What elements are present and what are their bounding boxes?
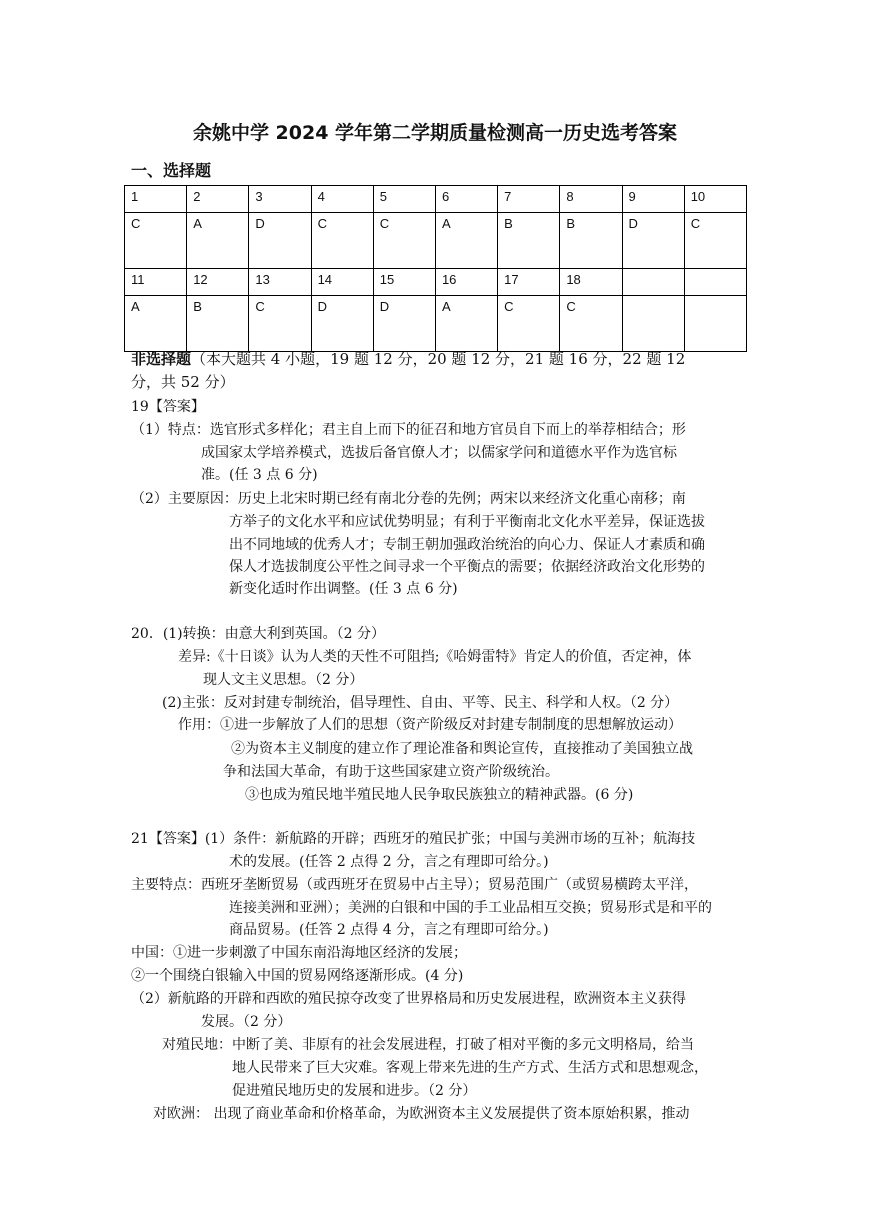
answer-line: 出不同地域的优秀人才；专制王朝加强政治统治的向心力、保证人才素质和确: [229, 537, 705, 553]
table-cell: 9: [622, 186, 684, 213]
table-cell: 16: [435, 269, 497, 296]
table-row: [125, 213, 747, 269]
table-cell: D: [311, 296, 373, 352]
table-row: [125, 186, 747, 213]
table-cell: C: [560, 296, 622, 352]
table-cell: 17: [498, 269, 560, 296]
table-cell: A: [187, 213, 249, 269]
table-cell: 7: [498, 186, 560, 213]
table-cell: 14: [311, 269, 373, 296]
answer-line: 新变化适时作出调整。(任 3 点 6 分): [229, 581, 458, 597]
answer-line: 对殖民地：中断了美、非原有的社会发展进程，打破了相对平衡的多元文明格局，给当: [162, 1037, 694, 1053]
table-cell: 6: [435, 186, 497, 213]
answer-line: 主要特点：西班牙垄断贸易（或西班牙在贸易中占主导）；贸易范围广（或贸易横跨太平洋，: [131, 877, 698, 893]
table-cell: A: [435, 296, 497, 352]
answer-line: 作用：①进一步解放了人们的思想（资产阶级反对封建专制制度的思想解放运动）: [178, 717, 682, 733]
answer-line: 20．(1)转换：由意大利到英国。（2 分）: [131, 626, 386, 642]
table-cell: B: [498, 213, 560, 269]
answer-line: ②一个围绕白银输入中国的贸易网络逐渐形成。(4 分): [131, 968, 464, 984]
answer-table: [124, 185, 747, 352]
table-cell: [622, 296, 684, 352]
answer-line: 差异:《十日谈》认为人类的天性不可阻挡;《哈姆雷特》肯定人的价值，否定神，体: [178, 649, 692, 665]
table-cell: B: [187, 296, 249, 352]
table-cell: B: [560, 213, 622, 269]
table-cell: 8: [560, 186, 622, 213]
table-cell: C: [498, 296, 560, 352]
table-cell: 15: [373, 269, 435, 296]
table-cell: C: [311, 213, 373, 269]
answer-line: 保人才选拔制度公平性之间寻求一个平衡点的需要；依据经济政治文化形势的: [229, 559, 705, 575]
table-cell: 5: [373, 186, 435, 213]
answer-line: 术的发展。(任答 2 点得 2 分，言之有理即可给分。): [229, 854, 549, 870]
answer-line: 成国家太学培养模式，选拔后备官僚人才；以儒家学问和道德水平作为选官标: [201, 445, 677, 461]
table-cell: C: [249, 296, 311, 352]
answer-line: 准。(任 3 点 6 分): [201, 467, 318, 483]
table-cell: C: [373, 213, 435, 269]
section-heading-line2: 分，共 52 分）: [131, 373, 235, 391]
answer-line: 现人文主义思想。（2 分）: [203, 672, 364, 688]
answer-line: （2）新航路的开辟和西欧的殖民掠夺改变了世界格局和历史发展进程，欧洲资本主义获得: [131, 991, 686, 1007]
table-cell: [684, 269, 746, 296]
table-row: [125, 269, 747, 296]
answer-line: （1）特点：选官形式多样化；君主自上而下的征召和地方官员自下而上的举荐相结合；形: [131, 422, 686, 438]
table-cell: A: [125, 296, 187, 352]
section-heading-bold: 非选择题: [131, 350, 192, 368]
table-cell: 12: [187, 269, 249, 296]
answer-line: 商品贸易。(任答 2 点得 4 分，言之有理即可给分。): [229, 922, 549, 938]
section-heading-nonchoice: [131, 348, 741, 394]
table-cell: D: [373, 296, 435, 352]
table-row: [125, 296, 747, 352]
table-cell: [622, 269, 684, 296]
table-cell: C: [684, 213, 746, 269]
table-cell: D: [622, 213, 684, 269]
table-cell: A: [435, 213, 497, 269]
page-title: 余姚中学 2024 学年第二学期质量检测高一历史选考答案: [192, 122, 678, 144]
answer-line: 19【答案】: [131, 399, 205, 415]
answer-line: (2)主张：反对封建专制统治，倡导理性、自由、平等、民主、科学和人权。（2 分）: [162, 695, 679, 711]
answer-line: 方举子的文化水平和应试优势明显；有利于平衡南北文化水平差异，保证选拔: [229, 514, 705, 530]
table-cell: 4: [311, 186, 373, 213]
table-cell: 3: [249, 186, 311, 213]
section-heading-choice: 一、选择题: [131, 161, 212, 180]
table-cell: C: [125, 213, 187, 269]
table-cell: 13: [249, 269, 311, 296]
answer-line: 促进殖民地历史的发展和进步。（2 分）: [232, 1083, 477, 1099]
answer-line: ③也成为殖民地半殖民地人民争取民族独立的精神武器。(6 分): [245, 787, 634, 803]
answer-line: 对欧洲： 出现了商业革命和价格革命，为欧洲资本主义发展提供了资本原始积累，推动: [153, 1106, 690, 1122]
table-cell: D: [249, 213, 311, 269]
answer-line: （2）主要原因：历史上北宋时期已经有南北分卷的先例；两宋以来经济文化重心南移；南: [131, 491, 686, 507]
answer-line: 争和法国大革命，有助于这些国家建立资产阶级统治。: [223, 764, 559, 780]
table-cell: 10: [684, 186, 746, 213]
answer-line: 地人民带来了巨大灾难。客观上带来先进的生产方式、生活方式和思想观念，: [232, 1060, 708, 1076]
table-cell: 1: [125, 186, 187, 213]
section-heading-rest: （本大题共 4 小题，19 题 12 分，20 题 12 分，21 题 16 分，22 题 12: [191, 350, 686, 368]
table-cell: [684, 296, 746, 352]
answer-line: ②为资本主义制度的建立作了理论准备和舆论宣传，直接推动了美国独立战: [231, 741, 693, 757]
answer-line: 连接美洲和亚洲）；美洲的白银和中国的手工业品相互交换；贸易形式是和平的: [229, 900, 712, 916]
table-cell: 2: [187, 186, 249, 213]
answer-line: 发展。（2 分）: [201, 1014, 292, 1030]
answer-line: 21【答案】(1）条件：新航路的开辟；西班牙的殖民扩张；中国与美洲市场的互补；航海技: [131, 831, 696, 847]
answer-line: 中国：①进一步刺激了中国东南沿海地区经济的发展；: [131, 945, 467, 961]
table-cell: 18: [560, 269, 622, 296]
table-cell: 11: [125, 269, 187, 296]
